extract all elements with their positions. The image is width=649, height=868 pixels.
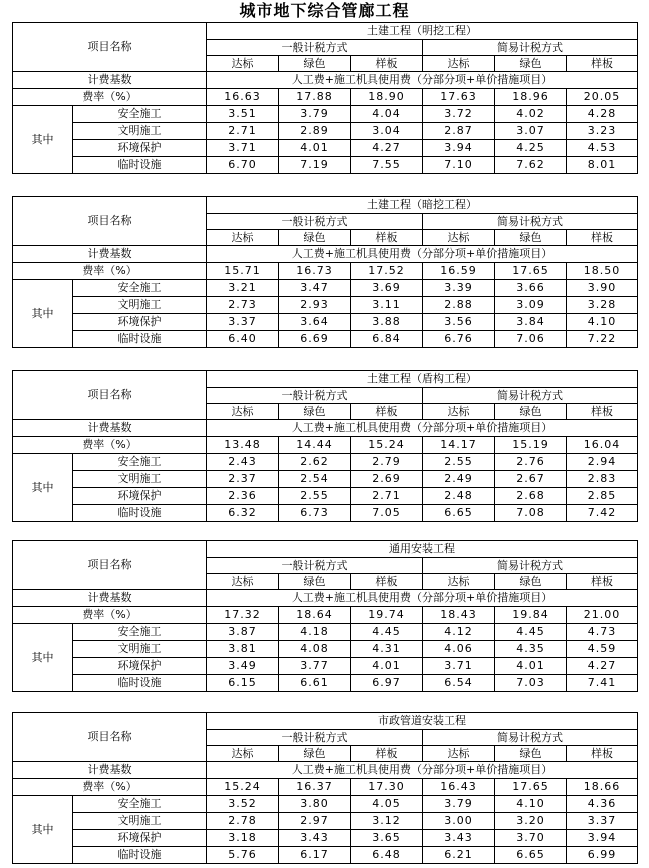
- rate-cell: 2.94: [567, 454, 638, 471]
- rate-cell: 4.31: [351, 641, 423, 658]
- sub-item-label: 安全施工: [73, 106, 207, 123]
- rate-value: 18.64: [279, 607, 351, 624]
- rate-cell: 2.73: [207, 297, 279, 314]
- of-which-label: 其中: [13, 624, 73, 692]
- rate-cell: 7.06: [495, 331, 567, 348]
- base-value: 人工费+施工机具使用费（分部分项+单价措施项目）: [207, 590, 638, 607]
- base-label: 计费基数: [13, 72, 207, 89]
- rate-value: 17.30: [351, 779, 423, 796]
- rate-cell: 2.54: [279, 471, 351, 488]
- table-row: [13, 813, 638, 830]
- rate-cell: 2.71: [207, 123, 279, 140]
- rate-value: 14.44: [279, 437, 351, 454]
- column-header: 达标: [423, 404, 495, 420]
- rate-cell: 4.01: [351, 658, 423, 675]
- rate-value: 19.84: [495, 607, 567, 624]
- column-header: 达标: [423, 56, 495, 72]
- sub-item-label: 安全施工: [73, 454, 207, 471]
- table-row: [13, 123, 638, 140]
- rate-cell: 3.94: [567, 830, 638, 847]
- rate-value: 15.24: [351, 437, 423, 454]
- rate-cell: 3.71: [207, 140, 279, 157]
- rate-cell: 6.70: [207, 157, 279, 174]
- general-tax-header: 一般计税方式: [207, 214, 423, 230]
- rate-cell: 6.99: [567, 847, 638, 864]
- rate-cell: 6.48: [351, 847, 423, 864]
- rate-cell: 6.15: [207, 675, 279, 692]
- rate-cell: 2.97: [279, 813, 351, 830]
- table-row: [13, 658, 638, 675]
- rate-value: 18.43: [423, 607, 495, 624]
- general-tax-header: 一般计税方式: [207, 388, 423, 404]
- rate-cell: 2.37: [207, 471, 279, 488]
- column-header: 绿色: [495, 230, 567, 246]
- base-value: 人工费+施工机具使用费（分部分项+单价措施项目）: [207, 762, 638, 779]
- column-header: 样板: [567, 746, 638, 762]
- rate-cell: 3.07: [495, 123, 567, 140]
- rate-cell: 4.27: [351, 140, 423, 157]
- table-row: [13, 713, 638, 730]
- rate-cell: 4.02: [495, 106, 567, 123]
- column-header: 样板: [351, 404, 423, 420]
- rate-cell: 2.48: [423, 488, 495, 505]
- rate-cell: 3.70: [495, 830, 567, 847]
- of-which-label: 其中: [13, 106, 73, 174]
- rate-value: 18.66: [567, 779, 638, 796]
- rate-cell: 4.53: [567, 140, 638, 157]
- base-value: 人工费+施工机具使用费（分部分项+单价措施项目）: [207, 72, 638, 89]
- rate-cell: 3.43: [279, 830, 351, 847]
- rate-value: 15.71: [207, 263, 279, 280]
- column-header: 达标: [207, 574, 279, 590]
- sub-item-label: 环境保护: [73, 140, 207, 157]
- rate-cell: 7.41: [567, 675, 638, 692]
- rate-cell: 3.64: [279, 314, 351, 331]
- base-label: 计费基数: [13, 590, 207, 607]
- rate-value: 18.50: [567, 263, 638, 280]
- sub-item-label: 临时设施: [73, 157, 207, 174]
- column-header: 达标: [423, 574, 495, 590]
- table-row: [13, 157, 638, 174]
- table-row: [13, 488, 638, 505]
- rate-cell: 6.17: [279, 847, 351, 864]
- rate-cell: 2.87: [423, 123, 495, 140]
- rate-value: 16.37: [279, 779, 351, 796]
- rate-cell: 3.04: [351, 123, 423, 140]
- rate-cell: 3.37: [567, 813, 638, 830]
- rate-cell: 3.47: [279, 280, 351, 297]
- section-title: 土建工程（明挖工程）: [207, 23, 638, 40]
- table-row: [13, 314, 638, 331]
- rate-cell: 3.51: [207, 106, 279, 123]
- rate-cell: 3.79: [279, 106, 351, 123]
- rate-cell: 4.12: [423, 624, 495, 641]
- rate-cell: 2.88: [423, 297, 495, 314]
- column-header: 绿色: [495, 56, 567, 72]
- column-header: 达标: [207, 746, 279, 762]
- table-row: [13, 762, 638, 779]
- rate-cell: 4.36: [567, 796, 638, 813]
- sub-item-label: 临时设施: [73, 331, 207, 348]
- page-title: 城市地下综合管廊工程: [239, 1, 410, 20]
- rate-cell: 4.27: [567, 658, 638, 675]
- column-header: 样板: [567, 230, 638, 246]
- rate-cell: 3.69: [351, 280, 423, 297]
- rate-label: 费率（%）: [13, 607, 207, 624]
- rate-cell: 2.78: [207, 813, 279, 830]
- rate-cell: 6.61: [279, 675, 351, 692]
- sub-item-label: 安全施工: [73, 624, 207, 641]
- rate-cell: 7.22: [567, 331, 638, 348]
- fee-table: [12, 196, 638, 348]
- column-header: 绿色: [495, 574, 567, 590]
- rate-cell: 3.28: [567, 297, 638, 314]
- table-row: [13, 420, 638, 437]
- rate-value: 18.90: [351, 89, 423, 106]
- rate-cell: 3.00: [423, 813, 495, 830]
- rate-cell: 6.54: [423, 675, 495, 692]
- rate-cell: 6.73: [279, 505, 351, 522]
- table-row: [13, 471, 638, 488]
- base-value: 人工费+施工机具使用费（分部分项+单价措施项目）: [207, 420, 638, 437]
- sub-item-label: 文明施工: [73, 123, 207, 140]
- rate-cell: 4.06: [423, 641, 495, 658]
- column-header: 达标: [423, 230, 495, 246]
- of-which-label: 其中: [13, 280, 73, 348]
- section-title: 土建工程（暗挖工程）: [207, 197, 638, 214]
- column-header: 绿色: [495, 404, 567, 420]
- rate-cell: 3.56: [423, 314, 495, 331]
- rate-cell: 7.42: [567, 505, 638, 522]
- rate-cell: 4.01: [495, 658, 567, 675]
- simple-tax-header: 简易计税方式: [423, 388, 638, 404]
- simple-tax-header: 简易计税方式: [423, 730, 638, 746]
- simple-tax-header: 简易计税方式: [423, 214, 638, 230]
- column-header: 绿色: [279, 746, 351, 762]
- of-which-label: 其中: [13, 796, 73, 864]
- rate-value: 13.48: [207, 437, 279, 454]
- rate-cell: 4.28: [567, 106, 638, 123]
- rate-cell: 3.18: [207, 830, 279, 847]
- column-header: 达标: [207, 404, 279, 420]
- rate-cell: 2.62: [279, 454, 351, 471]
- sub-item-label: 环境保护: [73, 830, 207, 847]
- rate-cell: 2.85: [567, 488, 638, 505]
- rate-cell: 3.81: [207, 641, 279, 658]
- table-row: [13, 505, 638, 522]
- rate-cell: 6.76: [423, 331, 495, 348]
- base-label: 计费基数: [13, 762, 207, 779]
- table-row: [13, 23, 638, 40]
- rate-cell: 3.66: [495, 280, 567, 297]
- table-row: [13, 297, 638, 314]
- general-tax-header: 一般计税方式: [207, 558, 423, 574]
- column-header: 样板: [567, 56, 638, 72]
- rate-value: 16.43: [423, 779, 495, 796]
- table-row: [13, 371, 638, 388]
- column-header: 样板: [567, 404, 638, 420]
- rate-cell: 4.08: [279, 641, 351, 658]
- rate-label: 费率（%）: [13, 779, 207, 796]
- table-row: [13, 830, 638, 847]
- rate-cell: 7.62: [495, 157, 567, 174]
- rate-cell: 2.79: [351, 454, 423, 471]
- rate-cell: 2.68: [495, 488, 567, 505]
- rate-cell: 4.59: [567, 641, 638, 658]
- sub-item-label: 临时设施: [73, 675, 207, 692]
- table-row: [13, 246, 638, 263]
- rate-cell: 2.93: [279, 297, 351, 314]
- item-name-header: 项目名称: [13, 541, 207, 590]
- rate-value: 17.65: [495, 263, 567, 280]
- rate-value: 17.65: [495, 779, 567, 796]
- rate-value: 19.74: [351, 607, 423, 624]
- rate-cell: 2.71: [351, 488, 423, 505]
- rate-cell: 3.80: [279, 796, 351, 813]
- table-row: [13, 437, 638, 454]
- column-header: 样板: [351, 230, 423, 246]
- rate-cell: 4.18: [279, 624, 351, 641]
- rate-cell: 3.21: [207, 280, 279, 297]
- rate-value: 18.96: [495, 89, 567, 106]
- table-row: [13, 624, 638, 641]
- table-row: [13, 106, 638, 123]
- rate-value: 16.63: [207, 89, 279, 106]
- sub-item-label: 文明施工: [73, 641, 207, 658]
- fee-table: [12, 22, 638, 174]
- rate-cell: 3.20: [495, 813, 567, 830]
- sub-item-label: 文明施工: [73, 813, 207, 830]
- table-row: [13, 197, 638, 214]
- general-tax-header: 一般计税方式: [207, 40, 423, 56]
- rate-value: 16.04: [567, 437, 638, 454]
- rate-cell: 6.40: [207, 331, 279, 348]
- column-header: 绿色: [279, 574, 351, 590]
- rate-cell: 6.65: [495, 847, 567, 864]
- sub-item-label: 环境保护: [73, 488, 207, 505]
- item-name-header: 项目名称: [13, 197, 207, 246]
- rate-value: 15.24: [207, 779, 279, 796]
- rate-cell: 2.89: [279, 123, 351, 140]
- fee-table: [12, 370, 638, 522]
- rate-cell: 3.71: [423, 658, 495, 675]
- rate-cell: 2.67: [495, 471, 567, 488]
- rate-cell: 4.35: [495, 641, 567, 658]
- rate-cell: 6.21: [423, 847, 495, 864]
- rate-cell: 3.94: [423, 140, 495, 157]
- rate-value: 17.63: [423, 89, 495, 106]
- rate-cell: 8.01: [567, 157, 638, 174]
- table-row: [13, 675, 638, 692]
- column-header: 达标: [423, 746, 495, 762]
- rate-cell: 6.32: [207, 505, 279, 522]
- column-header: 样板: [351, 574, 423, 590]
- section-title: 市政管道安装工程: [207, 713, 638, 730]
- rate-value: 17.52: [351, 263, 423, 280]
- rate-cell: 2.55: [423, 454, 495, 471]
- rate-cell: 3.90: [567, 280, 638, 297]
- table-row: [13, 89, 638, 106]
- rate-cell: 3.77: [279, 658, 351, 675]
- rate-cell: 3.52: [207, 796, 279, 813]
- rate-cell: 6.69: [279, 331, 351, 348]
- rate-cell: 2.49: [423, 471, 495, 488]
- table-row: [13, 590, 638, 607]
- rate-value: 14.17: [423, 437, 495, 454]
- rate-cell: 2.55: [279, 488, 351, 505]
- rate-cell: 7.08: [495, 505, 567, 522]
- rate-label: 费率（%）: [13, 437, 207, 454]
- item-name-header: 项目名称: [13, 371, 207, 420]
- rate-cell: 4.04: [351, 106, 423, 123]
- rate-cell: 4.73: [567, 624, 638, 641]
- rate-cell: 3.49: [207, 658, 279, 675]
- column-header: 达标: [207, 230, 279, 246]
- base-value: 人工费+施工机具使用费（分部分项+单价措施项目）: [207, 246, 638, 263]
- rate-cell: 6.97: [351, 675, 423, 692]
- simple-tax-header: 简易计税方式: [423, 558, 638, 574]
- rate-cell: 2.76: [495, 454, 567, 471]
- fee-table: [12, 712, 638, 864]
- general-tax-header: 一般计税方式: [207, 730, 423, 746]
- rate-cell: 4.25: [495, 140, 567, 157]
- fee-table: [12, 540, 638, 692]
- rate-cell: 3.79: [423, 796, 495, 813]
- of-which-label: 其中: [13, 454, 73, 522]
- rate-value: 20.05: [567, 89, 638, 106]
- column-header: 样板: [351, 746, 423, 762]
- rate-cell: 3.87: [207, 624, 279, 641]
- rate-cell: 4.45: [495, 624, 567, 641]
- rate-value: 16.59: [423, 263, 495, 280]
- table-row: [13, 72, 638, 89]
- sub-item-label: 文明施工: [73, 297, 207, 314]
- rate-value: 17.32: [207, 607, 279, 624]
- base-label: 计费基数: [13, 420, 207, 437]
- rate-cell: 3.09: [495, 297, 567, 314]
- rate-value: 21.00: [567, 607, 638, 624]
- rate-cell: 6.84: [351, 331, 423, 348]
- rate-cell: 4.10: [495, 796, 567, 813]
- rate-cell: 3.43: [423, 830, 495, 847]
- table-row: [13, 607, 638, 624]
- rate-cell: 7.10: [423, 157, 495, 174]
- rate-cell: 5.76: [207, 847, 279, 864]
- rate-cell: 2.36: [207, 488, 279, 505]
- sub-item-label: 临时设施: [73, 847, 207, 864]
- rate-cell: 7.05: [351, 505, 423, 522]
- column-header: 样板: [567, 574, 638, 590]
- item-name-header: 项目名称: [13, 713, 207, 762]
- rate-cell: 7.55: [351, 157, 423, 174]
- rate-label: 费率（%）: [13, 263, 207, 280]
- column-header: 绿色: [279, 56, 351, 72]
- section-title: 土建工程（盾构工程）: [207, 371, 638, 388]
- table-row: [13, 280, 638, 297]
- column-header: 绿色: [495, 746, 567, 762]
- rate-cell: 3.37: [207, 314, 279, 331]
- column-header: 绿色: [279, 230, 351, 246]
- rate-cell: 3.65: [351, 830, 423, 847]
- table-row: [13, 796, 638, 813]
- table-row: [13, 263, 638, 280]
- rate-cell: 6.65: [423, 505, 495, 522]
- table-row: [13, 847, 638, 864]
- rate-cell: 3.88: [351, 314, 423, 331]
- rate-cell: 4.01: [279, 140, 351, 157]
- rate-cell: 3.12: [351, 813, 423, 830]
- rate-cell: 7.03: [495, 675, 567, 692]
- sub-item-label: 临时设施: [73, 505, 207, 522]
- sub-item-label: 环境保护: [73, 314, 207, 331]
- item-name-header: 项目名称: [13, 23, 207, 72]
- rate-cell: 2.83: [567, 471, 638, 488]
- rate-cell: 3.23: [567, 123, 638, 140]
- rate-cell: 2.43: [207, 454, 279, 471]
- rate-value: 15.19: [495, 437, 567, 454]
- sub-item-label: 安全施工: [73, 280, 207, 297]
- rate-cell: 4.10: [567, 314, 638, 331]
- rate-label: 费率（%）: [13, 89, 207, 106]
- rate-cell: 4.45: [351, 624, 423, 641]
- column-header: 样板: [351, 56, 423, 72]
- table-row: [13, 541, 638, 558]
- rate-cell: 3.84: [495, 314, 567, 331]
- column-header: 绿色: [279, 404, 351, 420]
- rate-value: 16.73: [279, 263, 351, 280]
- section-title: 通用安装工程: [207, 541, 638, 558]
- rate-cell: 2.69: [351, 471, 423, 488]
- rate-cell: 3.39: [423, 280, 495, 297]
- rate-cell: 3.72: [423, 106, 495, 123]
- rate-cell: 4.05: [351, 796, 423, 813]
- table-row: [13, 331, 638, 348]
- rate-cell: 3.11: [351, 297, 423, 314]
- table-row: [13, 140, 638, 157]
- sub-item-label: 环境保护: [73, 658, 207, 675]
- sub-item-label: 安全施工: [73, 796, 207, 813]
- table-row: [13, 641, 638, 658]
- base-label: 计费基数: [13, 246, 207, 263]
- simple-tax-header: 简易计税方式: [423, 40, 638, 56]
- rate-cell: 7.19: [279, 157, 351, 174]
- sub-item-label: 文明施工: [73, 471, 207, 488]
- table-row: [13, 779, 638, 796]
- column-header: 达标: [207, 56, 279, 72]
- table-row: [13, 454, 638, 471]
- rate-value: 17.88: [279, 89, 351, 106]
